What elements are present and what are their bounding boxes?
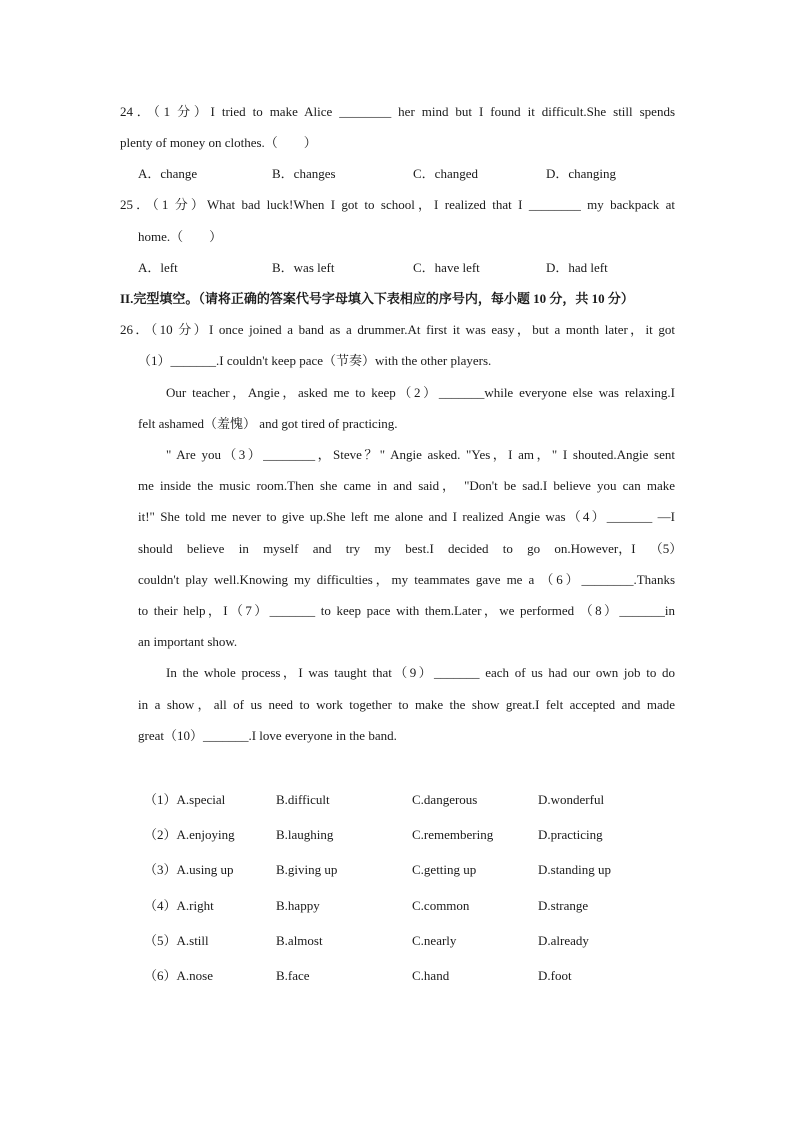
choice-a: （2）A.enjoying <box>144 827 235 842</box>
choice-c: C.common <box>412 898 470 913</box>
choice-b: B.happy <box>276 898 320 913</box>
choice-b: B.laughing <box>276 827 334 842</box>
passage-line: to their help，I（7）_______ to keep pace with them.Later，we performed （8）_______in <box>138 603 675 618</box>
q25-option-a: A．left <box>138 260 178 275</box>
choice-d: D.wonderful <box>538 792 605 807</box>
choice-d: D.standing up <box>538 862 611 877</box>
q24-stem-line1: 24．（1 分）I tried to make Alice ________ her mind but I found it difficult.She still spends <box>120 104 675 119</box>
passage-line: me inside the music room.Then she came in and said， "Don't be sad.I believe you can make <box>138 478 675 493</box>
passage-line: great（10）_______.I love everyone in the band. <box>138 728 397 743</box>
passage-line: felt ashamed（羞愧） and got tired of practicing. <box>138 416 398 431</box>
choice-b: B.difficult <box>276 792 330 807</box>
passage-line: （1）_______.I couldn't keep pace（节奏）with the other players. <box>138 353 492 368</box>
q24-option-a: A．change <box>138 166 198 181</box>
section-heading: II.完型填空。（请将正确的答案代号字母填入下表相应的序号内，每小题 10 分，共 10 分） <box>120 291 634 306</box>
q24-option-b: B．changes <box>272 166 336 181</box>
passage-line: 26．（10 分）I once joined a band as a drummer.At first it was easy，but a month later，it got <box>120 322 675 337</box>
q25-stem-line1: 25．（1 分）What bad luck!When I got to school，I realized that I ________ my backpack at <box>120 197 675 212</box>
choice-d: D.foot <box>538 968 572 983</box>
passage-line: it!" She told me never to give up.She left me alone and I realized Angie was（4）_______ —I <box>138 509 675 524</box>
choice-d: D.strange <box>538 898 589 913</box>
passage-line: Our teacher，Angie，asked me to keep（2）_______while everyone else was relaxing.I <box>166 385 675 400</box>
choice-c: C.hand <box>412 968 450 983</box>
choice-a: （3）A.using up <box>144 862 234 877</box>
choice-row <box>144 967 644 985</box>
choice-d: D.practicing <box>538 827 603 842</box>
q25-option-d: D．had left <box>546 260 608 275</box>
choice-row <box>144 932 644 950</box>
choice-row <box>144 826 644 844</box>
choice-b: B.giving up <box>276 862 338 877</box>
passage-line: in a show，all of us need to work together to make the show great.I felt accepted and made <box>138 697 675 712</box>
choice-c: C.dangerous <box>412 792 478 807</box>
choice-c: C.remembering <box>412 827 494 842</box>
choice-c: C.nearly <box>412 933 457 948</box>
choice-row <box>144 861 644 879</box>
choice-a: （6）A.nose <box>144 968 213 983</box>
passage-line: should believe in myself and try my best.I decided to go on.However，I （5） <box>138 541 683 556</box>
passage-line: an important show. <box>138 634 238 649</box>
choice-b: B.almost <box>276 933 323 948</box>
choice-a: （4）A.right <box>144 898 214 913</box>
passage-line: couldn't play well.Knowing my difficulties，my teammates gave me a （6）________.Thanks <box>138 572 675 587</box>
choice-c: C.getting up <box>412 862 477 877</box>
q25-option-c: C．have left <box>413 260 480 275</box>
q25-stem-line2: home.（ ） <box>138 229 223 244</box>
choice-a: （1）A.special <box>144 792 226 807</box>
choice-b: B.face <box>276 968 310 983</box>
q24-option-c: C．changed <box>413 166 478 181</box>
choice-a: （5）A.still <box>144 933 209 948</box>
choice-row <box>144 791 644 809</box>
passage-line: In the whole process，I was taught that（9）_______ each of us had our own job to do <box>166 665 675 680</box>
q25-option-b: B．was left <box>272 260 335 275</box>
q24-option-d: D．changing <box>546 166 617 181</box>
choice-d: D.already <box>538 933 589 948</box>
q24-stem-line2: plenty of money on clothes.（ ） <box>120 135 317 150</box>
passage-line: " Are you（3）________，Steve？" Angie asked. "Yes，I am，" I shouted.Angie sent <box>166 447 675 462</box>
choice-row <box>144 897 644 915</box>
